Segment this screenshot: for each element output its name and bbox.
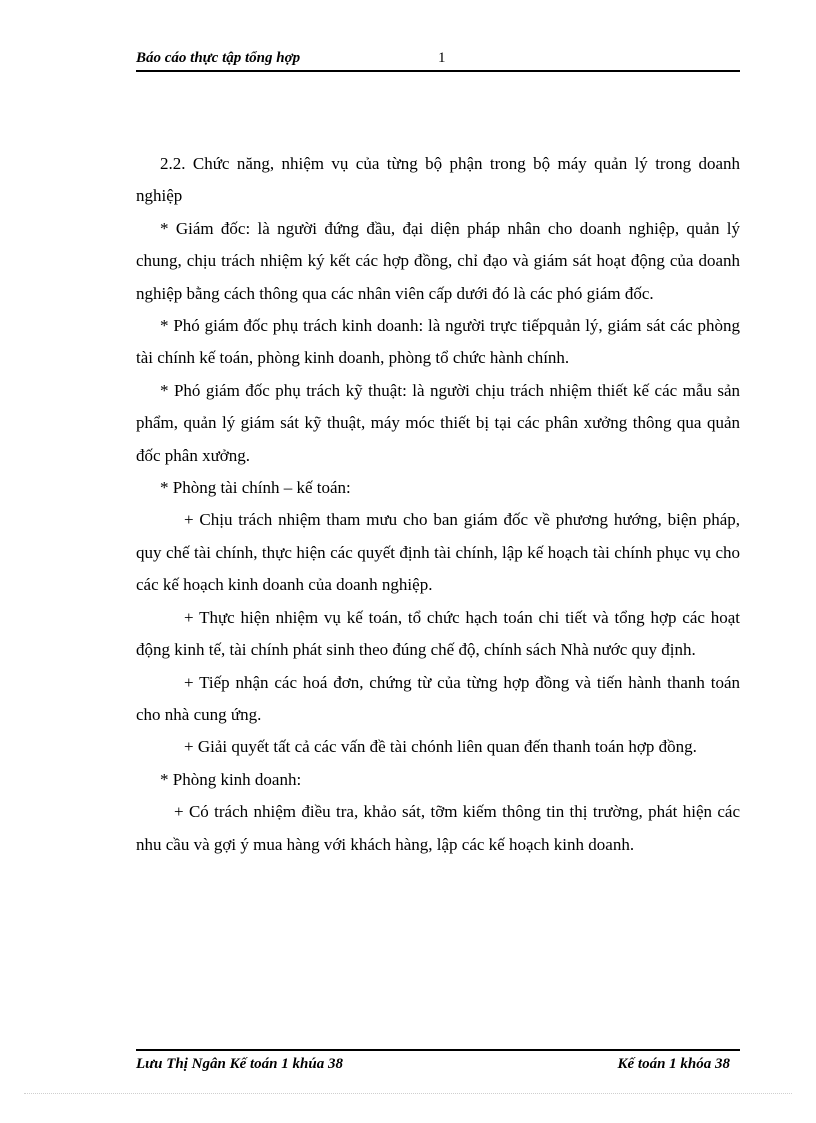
paragraph-deputy-technical: * Phó giám đốc phụ trách kỹ thuật: là người chịu trách nhiệm thiết kế các mẫu sản phẩm, quản lý giám sát kỹ thuật, máy móc thiết bị tại các phân xưởng thông qua quản đốc phân xưởng. xyxy=(136,380,740,465)
report-title: Báo cáo thực tập tổng hợp xyxy=(136,50,301,66)
paragraph-deputy-business: * Phó giám đốc phụ trách kinh doanh: là người trực tiếpquản lý, giám sát các phòng tài chính kế toán, phòng kinh doanh, phòng tổ chức hành chính. xyxy=(136,316,740,368)
header-divider xyxy=(136,70,740,72)
page-footer xyxy=(136,1054,740,1078)
paragraph-sales-heading: * Phòng kinh doanh: xyxy=(160,769,302,789)
footer-author: Lưu Thị Ngân Kế toán 1 khúa 38 xyxy=(136,1056,343,1072)
paragraph-finance-item: + Chịu trách nhiệm tham mưu cho ban giám đốc về phương hướng, biện pháp, quy chế tài chính, thực hiện các quyết định tài chính, lập kế hoạch tài chính phục vụ cho các kế hoạch kinh doanh của doanh nghiệp. xyxy=(136,510,740,595)
section-heading: 2.2. Chức năng, nhiệm vụ của từng bộ phận trong bộ máy quản lý trong doanh nghiệp xyxy=(136,154,740,206)
paragraph-finance-heading: * Phòng tài chính – kế toán: xyxy=(160,478,351,498)
paragraph-finance-item: + Tiếp nhận các hoá đơn, chứng từ của từng hợp đồng và tiến hành thanh toán cho nhà cung ứng. xyxy=(136,672,740,724)
paragraph-finance-item: + Giải quyết tất cả các vấn đề tài chónh liên quan đến thanh toán hợp đồng. xyxy=(184,737,697,757)
footer-class: Kế toán 1 khóa 38 xyxy=(617,1056,730,1072)
paragraph-sales-item: + Có trách nhiệm điều tra, khảo sát, tỡm kiếm thông tin thị trường, phát hiện các nhu cầu và gợi ý mua hàng với khách hàng, lập các kế hoạch kinh doanh. xyxy=(136,802,740,854)
paragraph-director: * Giám đốc: là người đứng đầu, đại diện pháp nhân cho doanh nghiệp, quản lý chung, chịu trách nhiệm ký kết các hợp đồng, chỉ đạo và giám sát hoạt động của doanh nghiệp bằng cách thông qua các nhân viên cấp dưới đó là các phó giám đốc. xyxy=(136,218,740,303)
page-header xyxy=(136,48,740,72)
paragraph-finance-item: + Thực hiện nhiệm vụ kế toán, tổ chức hạch toán chi tiết và tổng hợp các hoạt động kinh tế, tài chính phát sinh theo đúng chế độ, chính sách Nhà nước quy định. xyxy=(136,607,740,660)
page-edge xyxy=(24,1093,792,1094)
page-number: 1 xyxy=(438,50,446,66)
footer-divider xyxy=(136,1049,740,1051)
document-body xyxy=(136,148,740,861)
